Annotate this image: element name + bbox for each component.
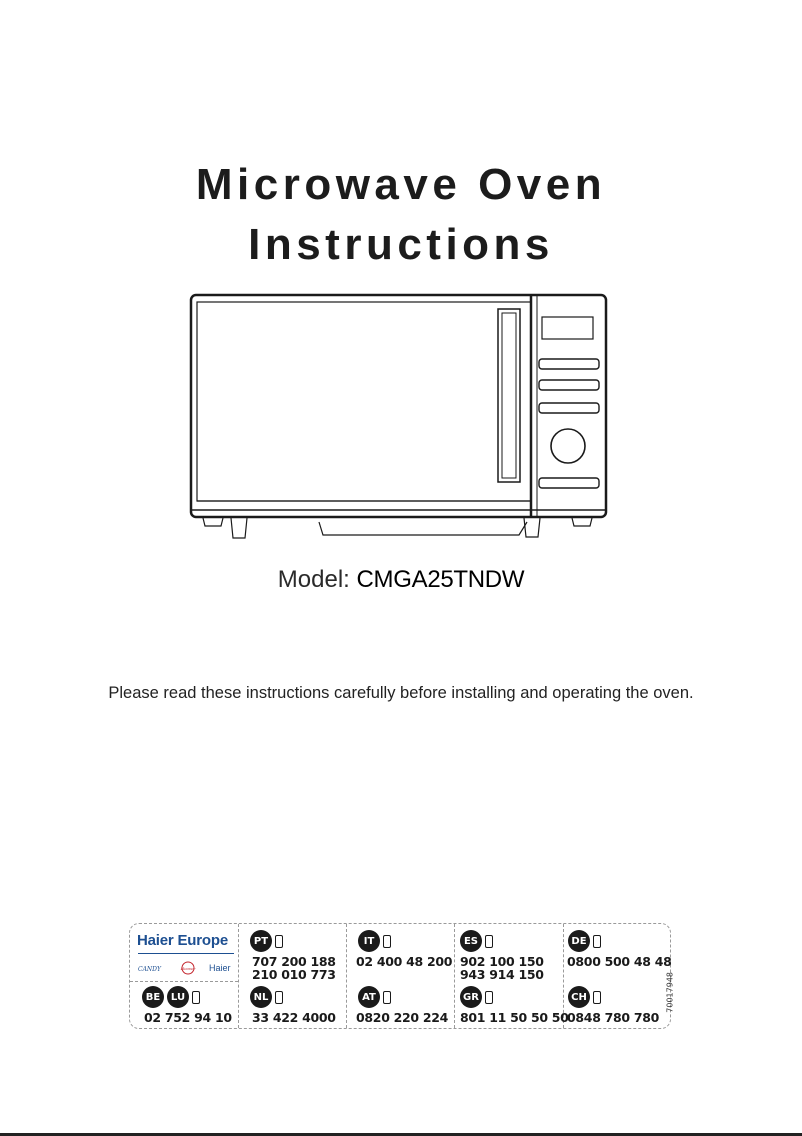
brand-title: Haier Europe <box>137 932 228 949</box>
brand-logos <box>137 960 237 976</box>
country-it <box>358 930 391 952</box>
phone-icon <box>593 935 601 948</box>
model-label: Model: <box>277 566 350 593</box>
phone-number-be-lu: 02 752 94 10 <box>144 1010 232 1025</box>
country-badge-at: AT <box>358 986 380 1008</box>
country-badge-be: BE <box>142 986 164 1008</box>
phone-number-de: 0800 500 48 48 <box>567 954 672 969</box>
country-badge-pt: PT <box>250 930 272 952</box>
phone-number-pt-2: 210 010 773 <box>252 967 336 982</box>
country-badge-lu: LU <box>167 986 189 1008</box>
phone-number-pt-1: 707 200 188 <box>252 954 336 969</box>
phone-number-es-1: 902 100 150 <box>460 954 544 969</box>
phone-icon <box>383 991 391 1004</box>
country-ch <box>568 986 601 1008</box>
country-badge-es: ES <box>460 930 482 952</box>
phone-number-gr: 801 11 50 50 50 <box>460 1010 569 1025</box>
document-code: 70017948 <box>666 972 675 1013</box>
model-line <box>0 566 802 594</box>
country-badge-ch: CH <box>568 986 590 1008</box>
svg-text:Hoover: Hoover <box>180 966 196 971</box>
phone-icon <box>485 991 493 1004</box>
country-badge-nl: NL <box>250 986 272 1008</box>
model-number: CMGA25TNDW <box>356 566 525 593</box>
row-divider <box>130 981 238 982</box>
phone-number-ch: 0848 780 780 <box>567 1010 660 1025</box>
contact-card <box>129 923 675 1029</box>
haier-logo <box>209 963 231 973</box>
microwave-illustration <box>189 292 609 542</box>
country-nl <box>250 986 283 1008</box>
country-gr <box>460 986 493 1008</box>
country-badge-de: DE <box>568 930 590 952</box>
column-divider <box>346 924 347 1028</box>
phone-icon <box>485 935 493 948</box>
phone-icon <box>192 991 200 1004</box>
hoover-logo <box>180 962 197 974</box>
candy-logo <box>138 966 162 973</box>
svg-text:Haier: Haier <box>209 963 231 973</box>
phone-icon <box>275 935 283 948</box>
instructions-notice: Please read these instructions carefully before installing and operating the oven. <box>108 684 694 702</box>
svg-text:CANDY: CANDY <box>138 966 161 973</box>
country-badge-gr: GR <box>460 986 482 1008</box>
title-line-1: Microwave Oven <box>195 160 607 209</box>
phone-number-at: 0820 220 224 <box>356 1010 449 1025</box>
phone-icon <box>593 991 601 1004</box>
phone-number-it: 02 400 48 200 <box>356 954 453 969</box>
country-de <box>568 930 601 952</box>
country-es <box>460 930 493 952</box>
phone-icon <box>383 935 391 948</box>
phone-number-nl: 33 422 4000 <box>252 1010 336 1025</box>
document-title <box>0 155 802 275</box>
column-divider <box>454 924 455 1028</box>
title-line-2: Instructions <box>248 220 554 269</box>
country-be-lu <box>142 986 200 1008</box>
brand-underline <box>138 953 234 954</box>
country-pt <box>250 930 283 952</box>
column-divider <box>238 924 239 1028</box>
phone-number-es-2: 943 914 150 <box>460 967 544 982</box>
phone-icon <box>275 991 283 1004</box>
country-at <box>358 986 391 1008</box>
country-badge-it: IT <box>358 930 380 952</box>
